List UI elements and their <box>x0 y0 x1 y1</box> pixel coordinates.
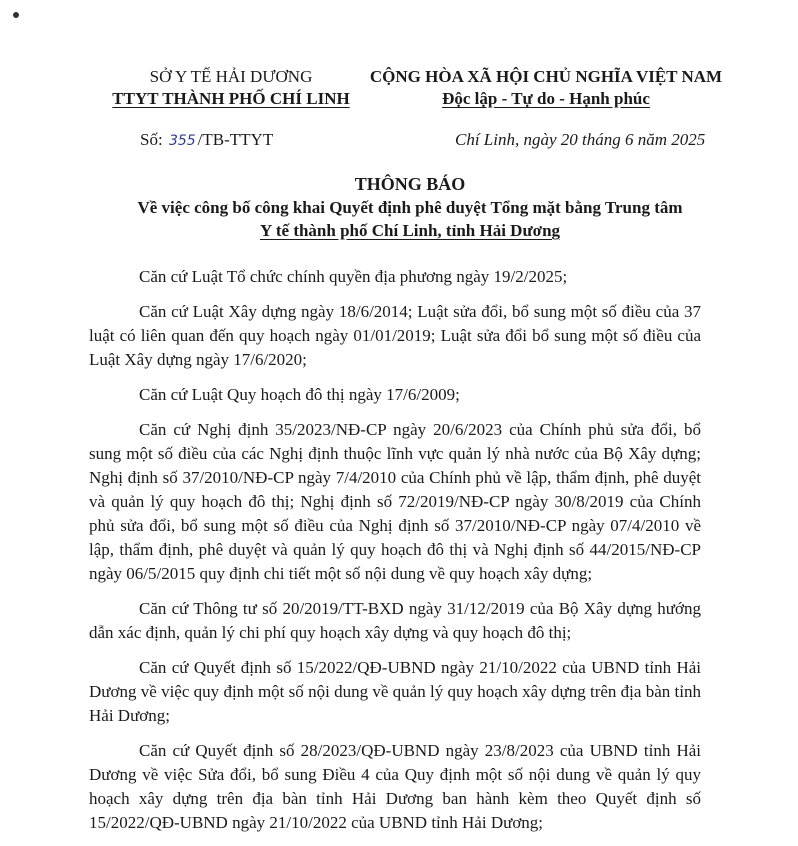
doc-number-handwritten: 355 <box>168 133 196 149</box>
legal-basis-paragraph: Căn cứ Quyết định số 28/2023/QĐ-UBND ngày 23/8/2023 của UBND tỉnh Hải Dương về việc Sửa đổi, bổ sung Điều 4 của Quy định một số nội dung về quản lý quy hoạch xây dựng trên địa bàn tỉnh Hải Dương ban hành kèm theo Quyết định số 15/2022/QĐ-UBND ngày 21/10/2022 của UBND tỉnh Hải Dương; <box>89 741 701 832</box>
document-title <box>60 172 760 242</box>
legal-basis-paragraph: Căn cứ Luật Tổ chức chính quyền địa phương ngày 19/2/2025; <box>139 267 568 286</box>
document-body <box>89 265 701 846</box>
legal-basis-paragraph: Căn cứ Luật Xây dựng ngày 18/6/2014; Luật sửa đổi, bổ sung một số điều của 37 luật có liên quan đến quy hoạch ngày 01/01/2019; Luật sửa đổi bổ sung một số điều của Luật Xây dựng ngày 17/6/2020; <box>89 302 701 369</box>
title-line-1: Về việc công bố công khai Quyết định phê duyệt Tổng mặt bằng Trung tâm <box>137 198 683 217</box>
legal-basis-paragraph: Căn cứ Nghị định 35/2023/NĐ-CP ngày 20/6/2023 của Chính phủ sửa đổi, bổ sung một số điều của các Nghị định thuộc lĩnh vực quản lý nhà nước của Bộ Xây dựng; Nghị định số 37/2010/NĐ-CP ngày 7/4/2010 của Chính phủ về lập, thẩm định, phê duyệt và quản lý quy hoạch đô thị; Nghị định số 72/2019/NĐ-CP ngày 30/8/2019 của Chính phủ sửa đổi, bổ sung một số điều của Nghị định số 37/2010/NĐ-CP ngày 07/4/2010 về lập, thẩm định, phê duyệt và quản lý quy hoạch đô thị và Nghị định số 44/2015/NĐ-CP ngày 06/5/2015 quy định chi tiết một số nội dung về quy hoạch xây dựng; <box>89 420 701 583</box>
national-motto: Độc lập - Tự do - Hạnh phúc <box>442 89 650 108</box>
legal-basis-paragraph: Căn cứ Luật Quy hoạch đô thị ngày 17/6/2009; <box>139 385 460 404</box>
date-place: Chí Linh, ngày 20 tháng 6 năm 2025 <box>455 130 706 149</box>
legal-basis-paragraph: Căn cứ Thông tư số 20/2019/TT-BXD ngày 31/12/2019 của Bộ Xây dựng hướng dẫn xác định, quản lý chi phí quy hoạch xây dựng và quy hoạch đô thị; <box>89 599 701 642</box>
scan-speck <box>13 12 19 18</box>
parent-agency: SỞ Y TẾ HẢI DƯƠNG <box>149 67 313 86</box>
document-number <box>140 129 273 152</box>
doc-number-suffix: /TB-TTYT <box>197 130 274 149</box>
legal-basis-paragraph: Căn cứ Quyết định số 15/2022/QĐ-UBND ngày 21/10/2022 của UBND tỉnh Hải Dương về việc quy định một số nội dung về quản lý quy hoạch xây dựng trên địa bàn tỉnh Hải Dương; <box>89 658 701 725</box>
issuing-agency: TTYT THÀNH PHỐ CHÍ LINH <box>112 89 350 108</box>
agency-header <box>112 66 350 110</box>
doc-number-prefix: Số: <box>140 130 163 149</box>
title-line-2: Y tế thành phố Chí Linh, tỉnh Hải Dương <box>259 221 561 240</box>
national-header <box>356 66 736 110</box>
title-heading: THÔNG BÁO <box>354 174 466 194</box>
national-title: CỘNG HÒA XÃ HỘI CHỦ NGHĨA VIỆT NAM <box>369 67 723 86</box>
